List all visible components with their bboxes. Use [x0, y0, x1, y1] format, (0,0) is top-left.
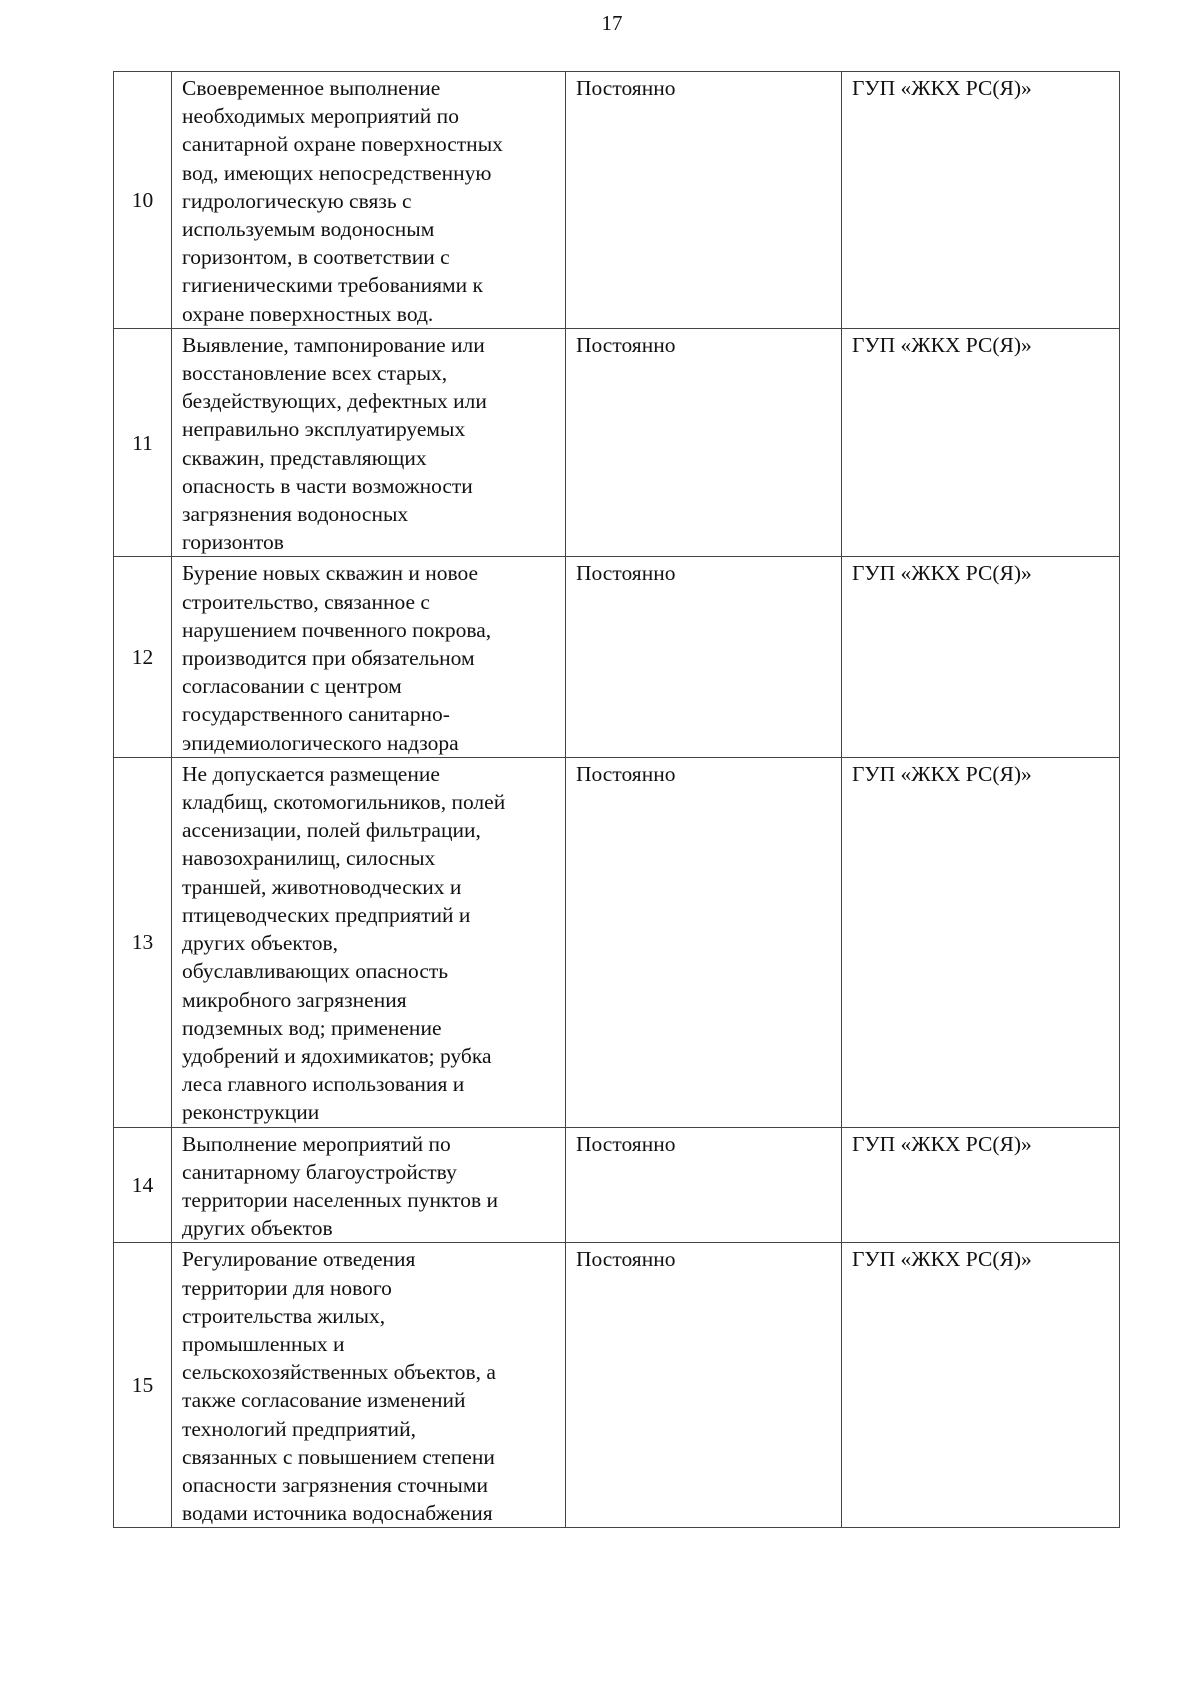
measure-text-line: навозохранилищ, силосных — [182, 846, 436, 871]
measure-description — [172, 1243, 566, 1528]
row-number: 14 — [114, 1127, 172, 1243]
measure-text-line: бездействующих, дефектных или — [182, 389, 487, 414]
measure-text-line: опасность в части возможности — [182, 473, 473, 498]
table-row — [114, 72, 1120, 329]
measure-text-line: санитарному благоустройству — [182, 1159, 457, 1184]
measure-text-line: связанных с повышением степени — [182, 1444, 495, 1469]
measure-text-line: эпидемиологического надзора — [182, 730, 459, 755]
measure-text-line: микробного загрязнения — [182, 987, 407, 1012]
measure-term: Постоянно — [566, 1127, 842, 1243]
measure-text-line: производится при обязательном — [182, 646, 475, 671]
row-number: 15 — [114, 1243, 172, 1528]
responsible-party: ГУП «ЖКХ РС(Я)» — [842, 757, 1120, 1127]
measure-text-line: Выявление, тампонирование или — [182, 332, 485, 357]
row-number: 13 — [114, 757, 172, 1127]
measure-text-line: восстановление всех старых, — [182, 361, 448, 386]
measure-text-line: технологий предприятий, — [182, 1416, 416, 1441]
measure-text-line: траншей, животноводческих и — [182, 874, 462, 899]
table-row — [114, 1243, 1120, 1528]
measure-text-line: водами источника водоснабжения — [182, 1501, 493, 1526]
measure-text-line: Регулирование отведения — [182, 1247, 416, 1272]
measure-text-line: нарушением почвенного покрова, — [182, 617, 492, 642]
measure-text-line: охране поверхностных вод. — [182, 301, 434, 326]
table-row — [114, 757, 1120, 1127]
measure-text-line: Выполнение мероприятий по — [182, 1131, 451, 1156]
measure-text-line: ассенизации, полей фильтрации, — [182, 818, 481, 843]
measure-text-line: удобрений и ядохимикатов; рубка — [182, 1043, 492, 1068]
responsible-party: ГУП «ЖКХ РС(Я)» — [842, 557, 1120, 757]
measure-text-line: государственного санитарно- — [182, 702, 450, 727]
responsible-party: ГУП «ЖКХ РС(Я)» — [842, 72, 1120, 329]
measure-text-line: леса главного использования и — [182, 1072, 465, 1097]
measure-text-line: горизонтов — [182, 530, 284, 555]
measure-description — [172, 328, 566, 557]
measure-text-line: территории для нового — [182, 1275, 392, 1300]
responsible-party: ГУП «ЖКХ РС(Я)» — [842, 1243, 1120, 1528]
measure-text-line: подземных вод; применение — [182, 1015, 442, 1040]
measure-text-line: скважин, представляющих — [182, 445, 427, 470]
measures-table-body — [114, 72, 1120, 1528]
measure-description — [172, 557, 566, 757]
measure-text-line: территории населенных пунктов и — [182, 1187, 499, 1212]
measure-text-line: строительство, связанное с — [182, 589, 430, 614]
measure-text-line: загрязнения водоносных — [182, 502, 409, 527]
row-number: 10 — [114, 72, 172, 329]
measure-text-line: кладбищ, скотомогильников, полей — [182, 790, 506, 815]
responsible-party: ГУП «ЖКХ РС(Я)» — [842, 1127, 1120, 1243]
measure-text-line: промышленных и — [182, 1331, 345, 1356]
page-number: 17 — [601, 11, 623, 35]
measure-text-line: других объектов — [182, 1216, 333, 1241]
measure-text-line: горизонтом, в соответствии с — [182, 245, 450, 270]
measure-text-line: Не допускается размещение — [182, 761, 440, 786]
measure-text-line: сельскохозяйственных объектов, а — [182, 1360, 496, 1385]
measure-text-line: необходимых мероприятий по — [182, 104, 459, 129]
measure-text-line: гигиеническими требованиями к — [182, 273, 483, 298]
measure-description — [172, 1127, 566, 1243]
measure-text-line: санитарной охране поверхностных — [182, 132, 503, 157]
measure-text-line: опасности загрязнения сточными — [182, 1472, 488, 1497]
measure-text-line: Бурение новых скважин и новое — [182, 561, 479, 586]
table-row — [114, 557, 1120, 757]
measure-description — [172, 757, 566, 1127]
measure-term: Постоянно — [566, 328, 842, 557]
measure-text-line: Своевременное выполнение — [182, 76, 441, 100]
measure-text-line: используемым водоносным — [182, 217, 435, 242]
measure-text-line: реконструкции — [182, 1100, 320, 1125]
measure-text-line: птицеводческих предприятий и — [182, 902, 471, 927]
measure-term: Постоянно — [566, 557, 842, 757]
measure-text-line: гидрологическую связь с — [182, 188, 412, 213]
table-row — [114, 328, 1120, 557]
measure-text-line: вод, имеющих непосредственную — [182, 160, 492, 185]
measures-table — [113, 71, 1120, 1528]
row-number: 12 — [114, 557, 172, 757]
table-row — [114, 1127, 1120, 1243]
row-number: 11 — [114, 328, 172, 557]
measure-term: Постоянно — [566, 72, 842, 329]
measure-term: Постоянно — [566, 1243, 842, 1528]
measure-term: Постоянно — [566, 757, 842, 1127]
measure-text-line: неправильно эксплуатируемых — [182, 417, 466, 442]
responsible-party: ГУП «ЖКХ РС(Я)» — [842, 328, 1120, 557]
measure-text-line: строительства жилых, — [182, 1303, 386, 1328]
measure-text-line: согласовании с центром — [182, 674, 402, 699]
measure-text-line: обуславливающих опасность — [182, 959, 449, 984]
measure-text-line: других объектов, — [182, 931, 338, 956]
measure-description — [172, 72, 566, 329]
measure-text-line: также согласование изменений — [182, 1388, 466, 1413]
